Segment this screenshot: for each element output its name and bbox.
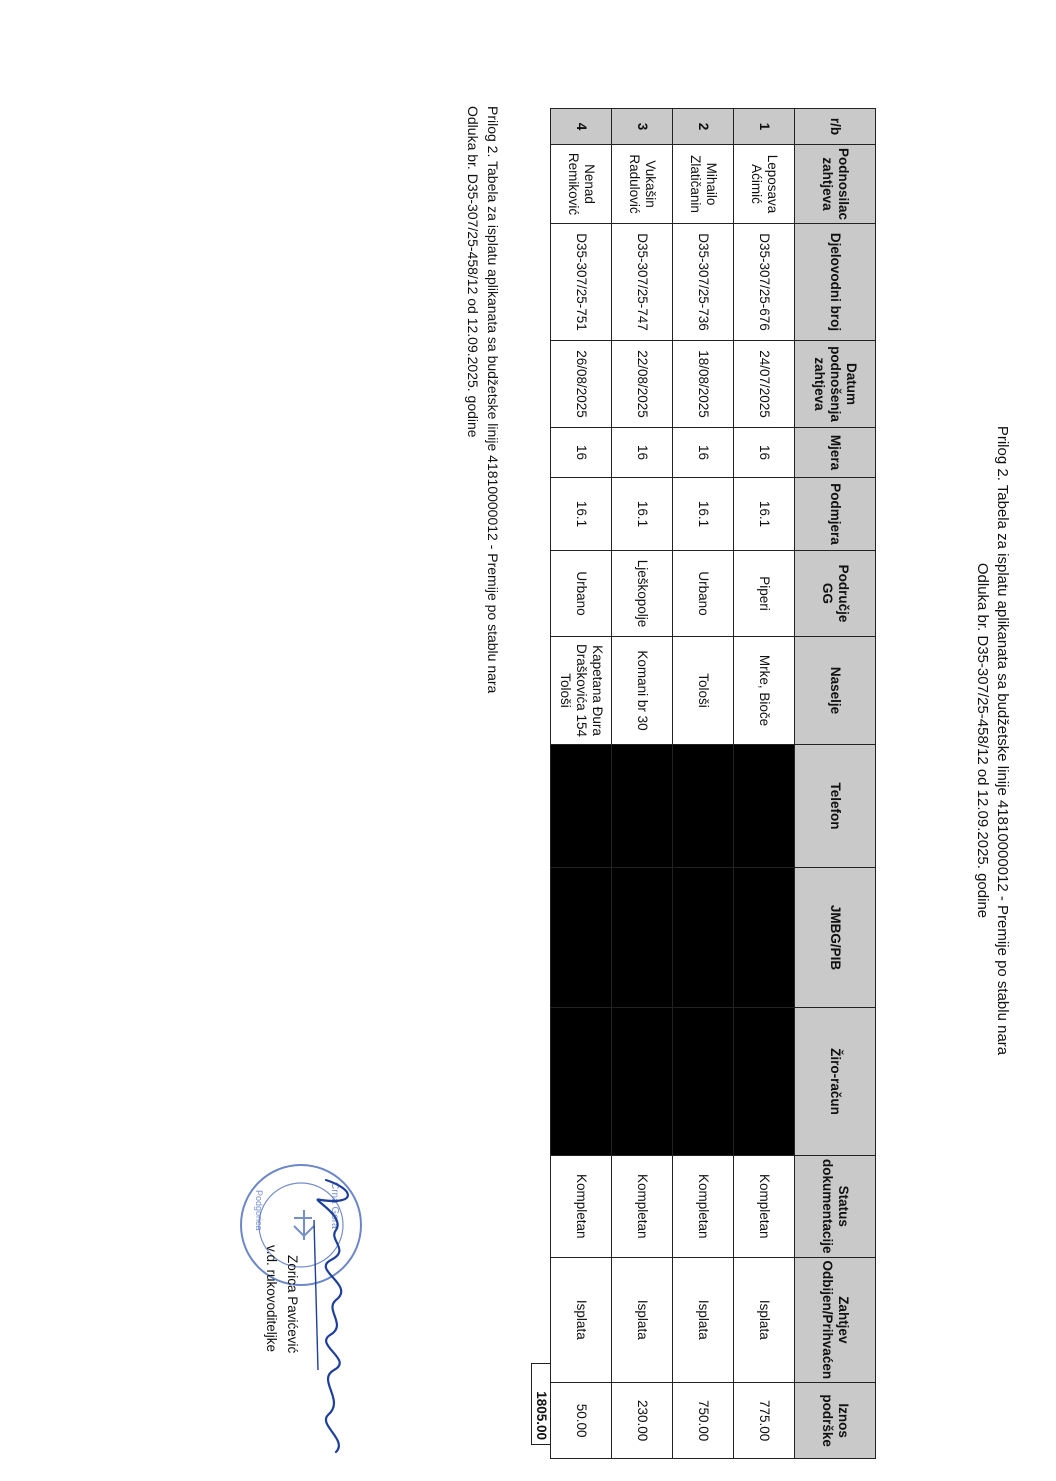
- table-cell: 4: [551, 109, 612, 145]
- svg-text:Crna Gora: Crna Gora: [329, 1182, 340, 1229]
- table-cell: D35-307/25-676: [734, 224, 795, 341]
- table-cell: Kompletan: [612, 1156, 673, 1258]
- table-header-row: [795, 109, 876, 1459]
- table-cell: 16.1: [734, 478, 795, 551]
- signature-block: [216, 1160, 366, 1460]
- table-cell: 1: [734, 109, 795, 145]
- column-header: Iznos podrške: [795, 1383, 876, 1459]
- table-cell: 16: [734, 428, 795, 478]
- table-body: [551, 109, 795, 1459]
- svg-text:Podgorica: Podgorica: [254, 1190, 264, 1231]
- column-header: Žiro-račun: [795, 1008, 876, 1156]
- redacted-cell: [551, 1008, 612, 1156]
- table-cell: Kompletan: [734, 1156, 795, 1258]
- table-cell: Vukašin Radulović: [612, 145, 673, 224]
- table-cell: D35-307/25-736: [673, 224, 734, 341]
- table-cell: 230.00: [612, 1383, 673, 1459]
- title-line-2: Odluka br. D35-307/25-458/12 od 12.09.2025. godine: [974, 562, 991, 919]
- payment-table: [550, 108, 876, 1459]
- table-cell: Isplata: [551, 1257, 612, 1383]
- table-cell: Urbano: [551, 551, 612, 637]
- signer-name: Zorica Pavićević: [285, 1255, 300, 1354]
- handwritten-signature: [296, 1160, 366, 1460]
- table-cell: Nenad Remiković: [551, 145, 612, 224]
- table-row: [673, 109, 734, 1459]
- column-header: Područje GG: [795, 551, 876, 637]
- table-cell: Tološi: [673, 637, 734, 745]
- table-cell: Mrke, Bioče: [734, 637, 795, 745]
- column-header: Mjera: [795, 428, 876, 478]
- column-header: Telefon: [795, 745, 876, 868]
- redacted-cell: [612, 868, 673, 1008]
- table-cell: D35-307/25-747: [612, 224, 673, 341]
- column-header: Naselje: [795, 637, 876, 745]
- table-cell: 16: [551, 428, 612, 478]
- table-cell: 750.00: [673, 1383, 734, 1459]
- column-header: Djelovodni broj: [795, 224, 876, 341]
- redacted-cell: [673, 1008, 734, 1156]
- table-cell: 18/08/2025: [673, 341, 734, 428]
- table-cell: Kompletan: [673, 1156, 734, 1258]
- table-cell: D35-307/25-751: [551, 224, 612, 341]
- table-cell: Kompletan: [551, 1156, 612, 1258]
- redacted-cell: [734, 868, 795, 1008]
- table-cell: 22/08/2025: [612, 341, 673, 428]
- table-cell: 26/08/2025: [551, 341, 612, 428]
- table-cell: 16.1: [551, 478, 612, 551]
- table-cell: Komani br 30: [612, 637, 673, 745]
- table-cell: Lješkopolje: [612, 551, 673, 637]
- table-row: [734, 109, 795, 1459]
- table-cell: 24/07/2025: [734, 341, 795, 428]
- redacted-cell: [551, 868, 612, 1008]
- column-header: Podmjera: [795, 478, 876, 551]
- column-header: Datum podnošenja zahtjeva: [795, 341, 876, 428]
- redacted-cell: [673, 868, 734, 1008]
- column-header: JMBG/PIB: [795, 868, 876, 1008]
- redacted-cell: [734, 1008, 795, 1156]
- footer-caption: [463, 106, 503, 693]
- redacted-cell: [612, 1008, 673, 1156]
- redacted-cell: [734, 745, 795, 868]
- total-amount: 1805.00: [531, 1363, 551, 1445]
- table-cell: 16: [673, 428, 734, 478]
- table-cell: 775.00: [734, 1383, 795, 1459]
- table-row: [612, 109, 673, 1459]
- column-header: Status dokumentacije: [795, 1156, 876, 1258]
- redacted-cell: [551, 745, 612, 868]
- title-line-1: Prilog 2. Tabela za isplatu aplikanata sa budžetske linije 41810000012 - Premije po stablu nara: [994, 425, 1011, 1056]
- table-cell: Isplata: [734, 1257, 795, 1383]
- column-header: Podnosilac zahtjeva: [795, 145, 876, 224]
- table-cell: 3: [612, 109, 673, 145]
- table-cell: 50.00: [551, 1383, 612, 1459]
- caption-line-2: Odluka br. D35-307/25-458/12 od 12.09.2025. godine: [465, 106, 481, 438]
- column-header: r/b: [795, 109, 876, 145]
- table-cell: 2: [673, 109, 734, 145]
- table-row: [551, 109, 612, 1459]
- table-cell: 16.1: [612, 478, 673, 551]
- signer-role: v.d. rukovoditeljke: [264, 1245, 279, 1353]
- table-cell: Mihailo Zlatičanin: [673, 145, 734, 224]
- column-header: Zahtjev Odbijen/Prihvaćen: [795, 1257, 876, 1383]
- caption-line-1: Prilog 2. Tabela za isplatu aplikanata sa budžetske linije 41810000012 - Premije po stablu nara: [485, 106, 501, 694]
- table-cell: 16: [612, 428, 673, 478]
- table-cell: Kapetana Đura Draškovića 154 Tološi: [551, 637, 612, 745]
- table-cell: Isplata: [612, 1257, 673, 1383]
- table-cell: Isplata: [673, 1257, 734, 1383]
- redacted-cell: [673, 745, 734, 868]
- table-cell: Leposava Aćimić: [734, 145, 795, 224]
- table-cell: Urbano: [673, 551, 734, 637]
- document-title: [972, 0, 1012, 1481]
- table-cell: Piperi: [734, 551, 795, 637]
- redacted-cell: [612, 745, 673, 868]
- table-cell: 16.1: [673, 478, 734, 551]
